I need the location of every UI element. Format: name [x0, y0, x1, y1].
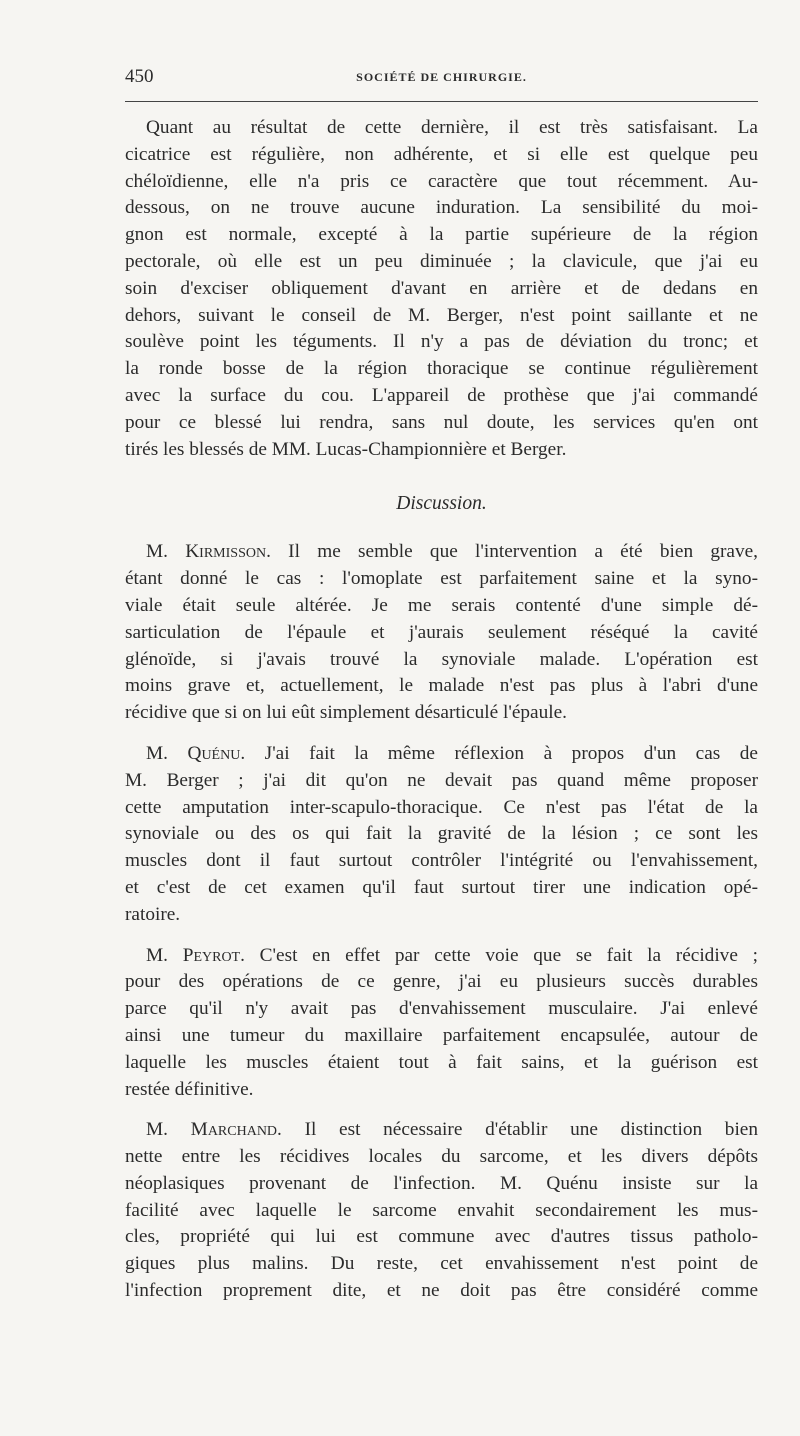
speaker-name: Marchand [190, 1119, 278, 1141]
text-line: étant donné le cas : l'omoplate est parfaitement saine et la syno- [125, 568, 758, 590]
text-line: Quant au résultat de cette dernière, il est très satisfaisant. La [146, 117, 758, 138]
text-line: ainsi une tumeur du maxillaire parfaitement encapsulée, autour de [125, 1024, 758, 1046]
text-line: avec la surface du cou. L'appareil de prothèse que j'ai commandé [125, 384, 758, 406]
text-line: parce qu'il n'y avait pas d'envahissement musculaire. J'ai enlevé [125, 998, 758, 1020]
discussion-speeches [125, 539, 758, 1305]
speech-prefix: M. [146, 944, 183, 966]
speech-text: . C'est en effet par cette voie que se fait la récidive ; [240, 944, 758, 966]
speech-text: . Il est nécessaire d'établir une distinction bien [277, 1119, 758, 1141]
text-line: pour ce blessé lui rendra, sans nul doute, les services qu'en ont [125, 411, 758, 433]
text-line: néoplasiques provenant de l'infection. M. Quénu insiste sur la [125, 1172, 758, 1194]
text-line: ratoire. [125, 903, 181, 925]
text-line: soin d'exciser obliquement d'avant en arrière et de dedans en [125, 277, 758, 299]
text-line: cette amputation inter-scapulo-thoracique. Ce n'est pas l'état de la [125, 796, 758, 818]
text-line: dessous, on ne trouve aucune induration. La sensibilité du moi- [125, 197, 758, 219]
text-line: muscles dont il faut surtout contrôler l'intégrité ou l'envahissement, [125, 850, 758, 872]
text-line: tirés les blessés de MM. Lucas-Championnière et Berger. [125, 438, 567, 460]
text-line: l'infection proprement dite, et ne doit pas être considéré comme [125, 1280, 758, 1302]
text-line: et c'est de cet examen qu'il faut surtout tirer une indication opé- [125, 876, 758, 898]
text-line: dehors, suivant le conseil de M. Berger, n'est point saillante et ne [125, 304, 758, 326]
text-line [125, 1117, 758, 1144]
text-line: pour des opérations de ce genre, j'ai eu plusieurs succès durables [125, 971, 758, 993]
speech-text: . Il me semble que l'intervention a été bien grave, [266, 541, 758, 563]
text-line: chéloïdienne, elle n'a pris ce caractère que tout récemment. Au- [125, 170, 758, 192]
speaker-name: Peyrot [182, 944, 241, 966]
speech-prefix: M. [146, 541, 186, 563]
speech-paragraph [125, 943, 758, 1104]
intro-paragraph [125, 115, 758, 463]
speaker-name: Kirmisson [185, 541, 267, 563]
page-number: 450 [125, 66, 154, 87]
running-title: SOCIÉTÉ DE CHIRURGIE. [356, 70, 527, 84]
text-line: M. Berger ; j'ai dit qu'on ne devait pas quand même proposer [125, 769, 758, 791]
text-line: soulève point les téguments. Il n'y a pas de déviation du tronc; et [125, 331, 758, 353]
section-heading: Discussion. [396, 493, 487, 515]
text-line [125, 741, 758, 768]
page-header [125, 66, 758, 90]
text-line: synoviale ou des os qui fait la gravité de la lésion ; ce sont les [125, 823, 758, 845]
text-line: facilité avec laquelle le sarcome envahit secondairement les mus- [125, 1199, 758, 1221]
text-line [125, 539, 758, 566]
text-line: giques plus malins. Du reste, cet envahissement n'est point de [125, 1253, 758, 1275]
speech-paragraph [125, 1117, 758, 1305]
speech-paragraph [125, 741, 758, 929]
text-line: viale était seule altérée. Je me serais contenté d'une simple dé- [125, 594, 758, 616]
text-line: nette entre les récidives locales du sarcome, et les divers dépôts [125, 1146, 758, 1168]
text-line: pectorale, où elle est un peu diminuée ; la clavicule, que j'ai eu [125, 250, 758, 272]
speech-text: . J'ai fait la même réflexion à propos d'un cas de [240, 742, 758, 764]
text-line [125, 943, 758, 970]
text-line: récidive que si on lui eût simplement désarticulé l'épaule. [125, 702, 567, 724]
text-line: restée définitive. [125, 1078, 254, 1100]
text-line: la ronde bosse de la région thoracique se continue régulièrement [125, 358, 758, 380]
text-line: gnon est normale, excepté à la partie supérieure de la région [125, 224, 758, 246]
speech-paragraph [125, 539, 758, 727]
speech-prefix: M. [146, 742, 188, 764]
text-line: cles, propriété qui lui est commune avec d'autres tissus patholo- [125, 1226, 758, 1248]
text-line: laquelle les muscles étaient tout à fait sains, et la guérison est [125, 1051, 758, 1073]
text-line: moins grave et, actuellement, le malade n'est pas plus à l'abri d'une [125, 675, 758, 697]
header-rule [125, 101, 758, 102]
text-line: glénoïde, si j'avais trouvé la synoviale malade. L'opération est [125, 648, 758, 670]
speech-prefix: M. [146, 1119, 191, 1141]
text-line: cicatrice est régulière, non adhérente, et si elle est quelque peu [125, 143, 758, 165]
page-body [125, 115, 758, 1319]
speaker-name: Quénu [187, 742, 241, 764]
text-line: sarticulation de l'épaule et j'aurais seulement réséqué la cavité [125, 621, 758, 643]
